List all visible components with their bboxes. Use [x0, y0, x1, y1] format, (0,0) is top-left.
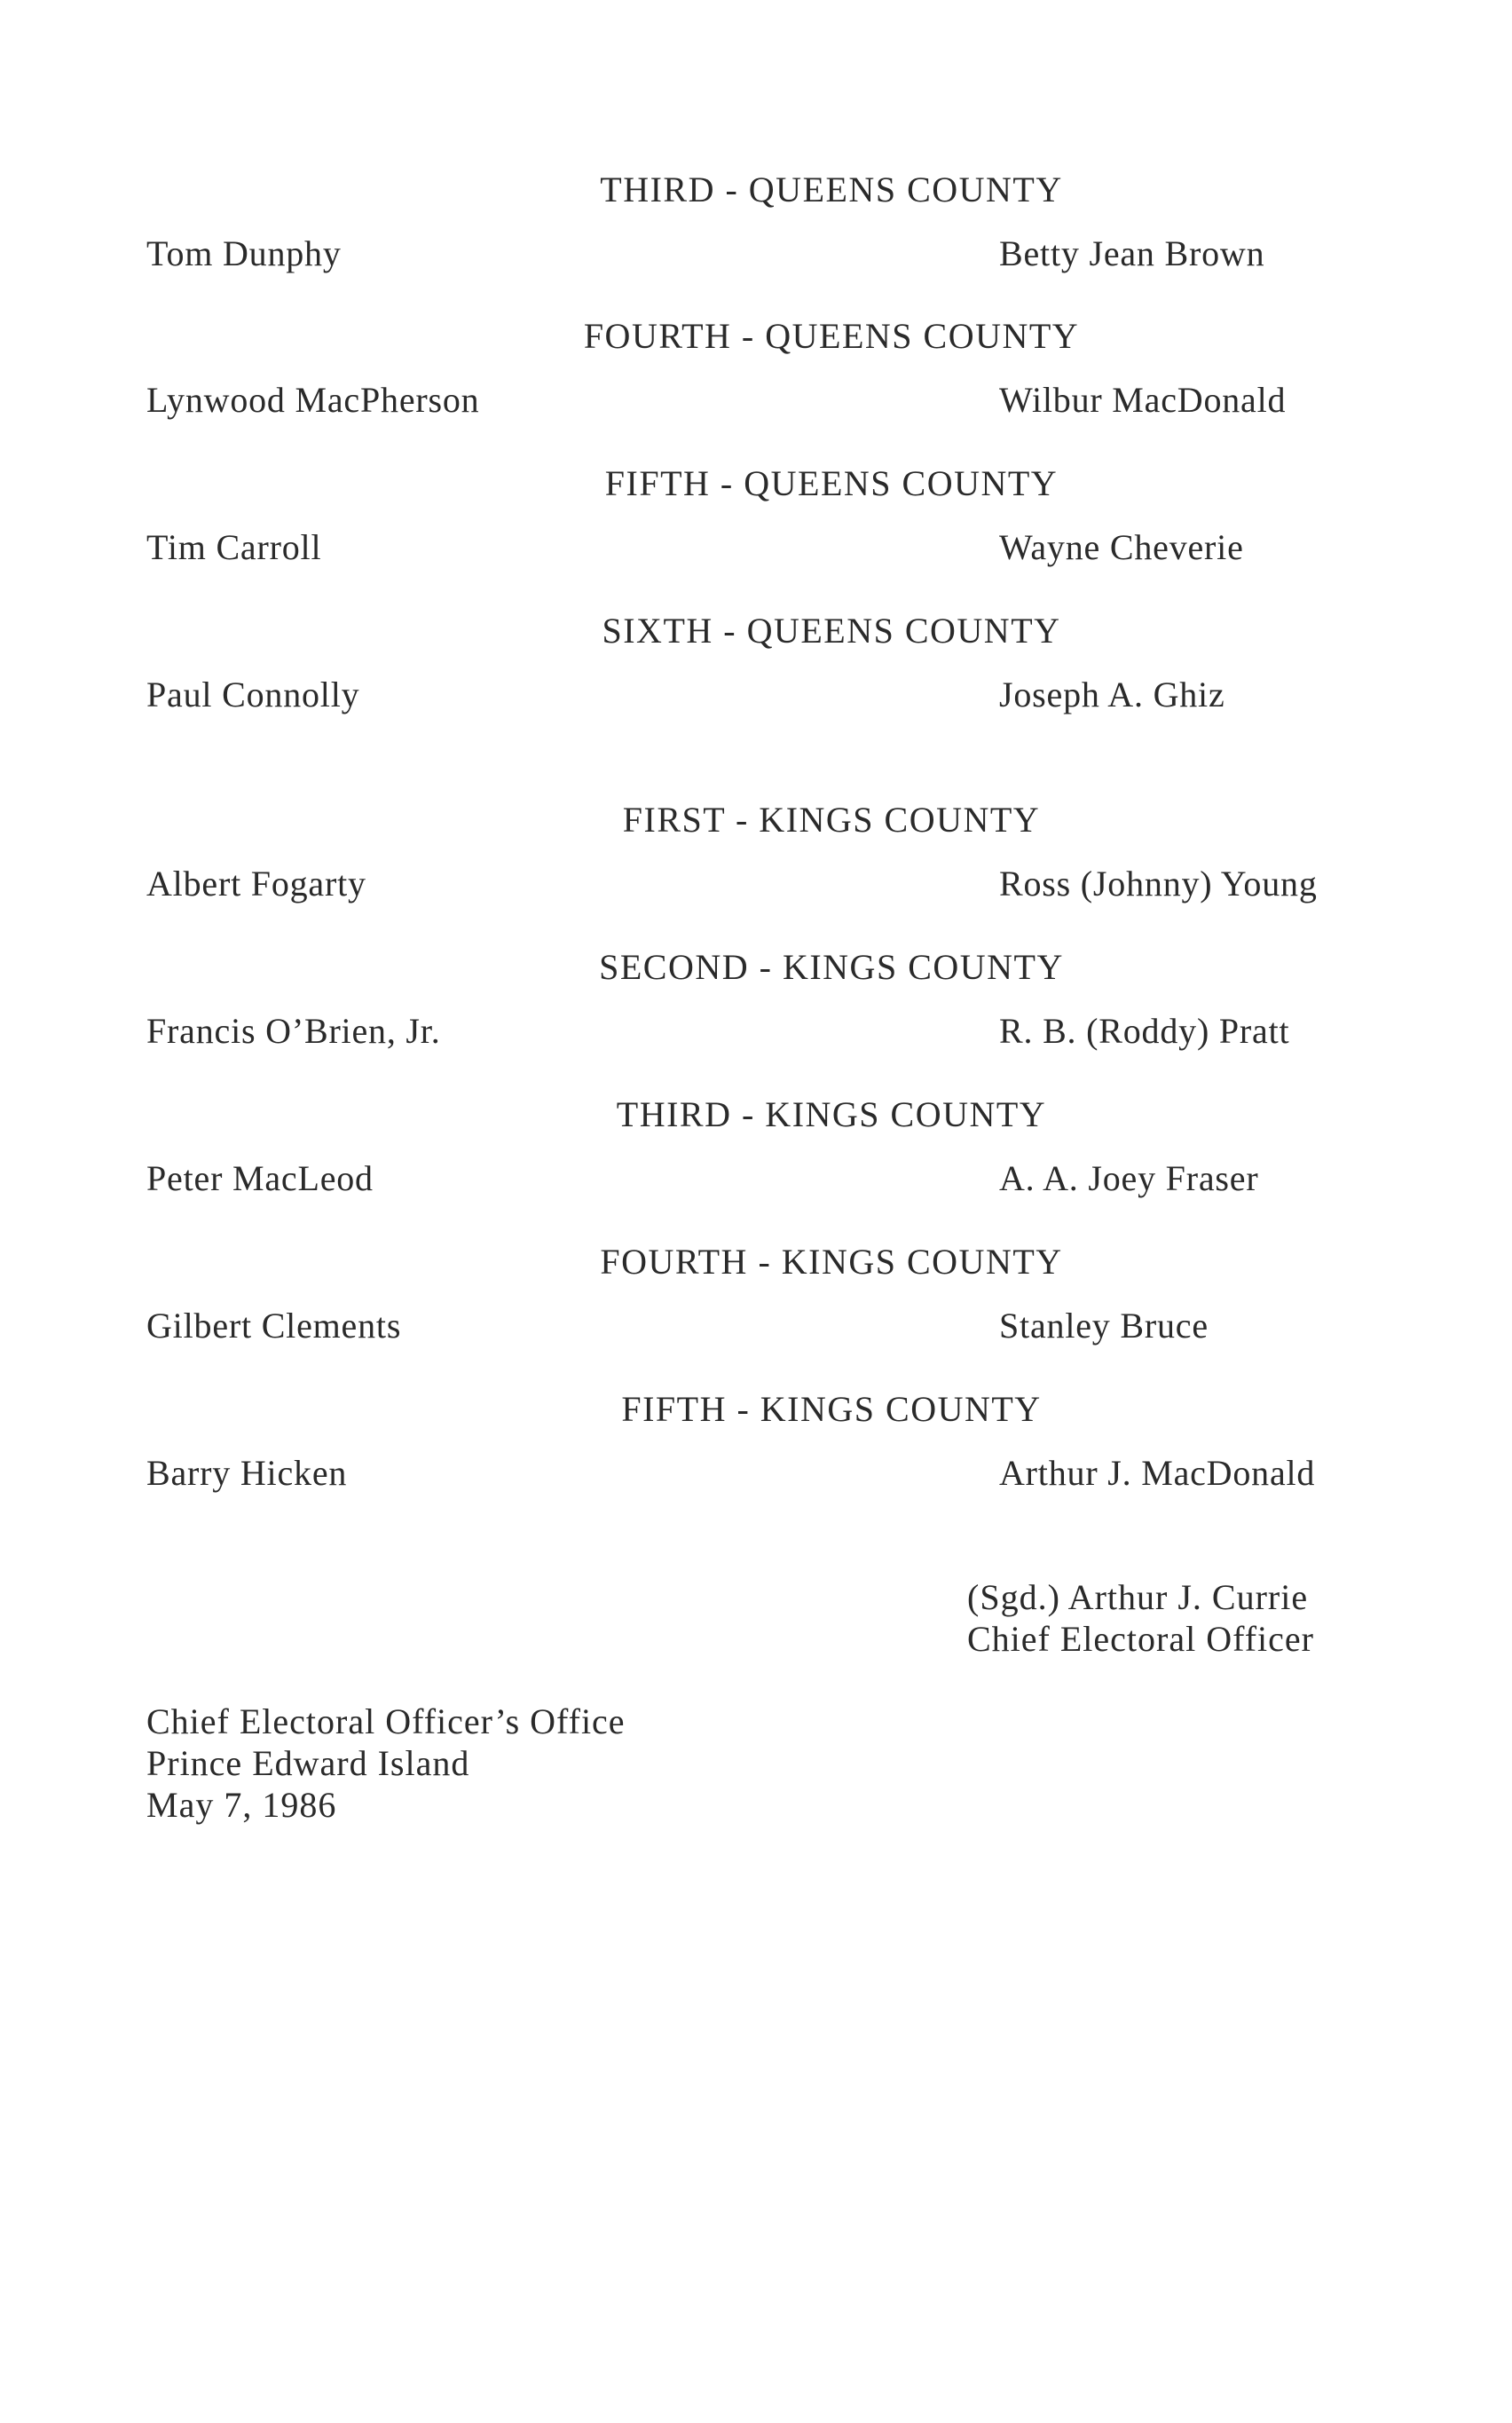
district-heading: SECOND - KINGS COUNTY: [599, 947, 1064, 987]
member-right: Joseph A. Ghiz: [999, 675, 1225, 714]
member-right: Wayne Cheverie: [999, 527, 1244, 567]
member-left: Albert Fogarty: [146, 864, 366, 904]
district-heading: THIRD - QUEENS COUNTY: [600, 170, 1063, 209]
member-left: Tom Dunphy: [146, 233, 342, 273]
member-right: Stanley Bruce: [999, 1306, 1209, 1346]
district-heading: FIRST - KINGS COUNTY: [622, 800, 1041, 840]
member-left: Francis O’Brien, Jr.: [146, 1011, 441, 1051]
member-left: Tim Carroll: [146, 527, 322, 567]
district-heading: FIFTH - QUEENS COUNTY: [604, 463, 1059, 503]
district-heading: THIRD - KINGS COUNTY: [616, 1094, 1047, 1134]
member-left: Barry Hicken: [146, 1453, 348, 1493]
member-right: Ross (Johnny) Young: [999, 864, 1318, 904]
member-right: Arthur J. MacDonald: [999, 1453, 1316, 1493]
office-name: Chief Electoral Officer’s Office: [146, 1701, 626, 1741]
signature-title: Chief Electoral Officer: [967, 1619, 1314, 1659]
member-left: Paul Connolly: [146, 675, 360, 714]
member-right: A. A. Joey Fraser: [999, 1158, 1259, 1198]
district-heading: FOURTH - KINGS COUNTY: [600, 1242, 1063, 1282]
office-block: [146, 1701, 626, 1826]
member-left: Lynwood MacPherson: [146, 380, 480, 420]
district-heading: FOURTH - QUEENS COUNTY: [583, 316, 1080, 356]
member-right: Betty Jean Brown: [999, 233, 1265, 273]
member-left: Peter MacLeod: [146, 1158, 374, 1198]
member-right: R. B. (Roddy) Pratt: [999, 1011, 1290, 1051]
signature-name: (Sgd.) Arthur J. Currie: [967, 1577, 1309, 1617]
member-left: Gilbert Clements: [146, 1306, 402, 1346]
district-heading: FIFTH - KINGS COUNTY: [621, 1389, 1042, 1429]
district-heading: SIXTH - QUEENS COUNTY: [602, 611, 1061, 651]
office-date: May 7, 1986: [146, 1785, 337, 1825]
office-location: Prince Edward Island: [146, 1743, 470, 1783]
signature-block: [967, 1576, 1314, 1660]
member-right: Wilbur MacDonald: [999, 380, 1287, 420]
